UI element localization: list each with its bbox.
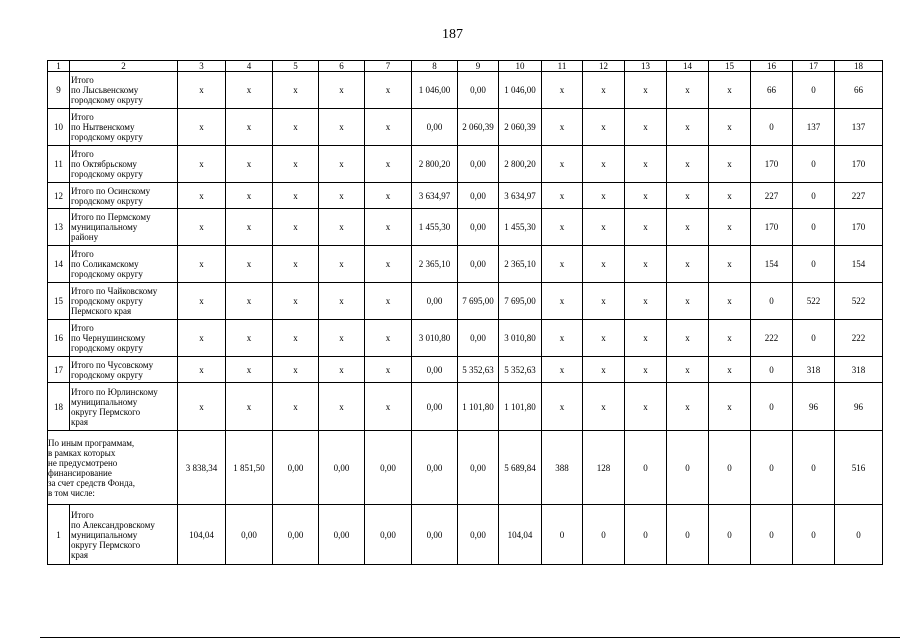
data-cell: x [273,109,319,146]
data-cell: x [365,283,412,320]
data-cell: x [542,183,583,209]
header-cell: 18 [835,61,883,72]
data-cell: 0 [793,72,835,109]
header-cell: 14 [667,61,709,72]
data-cell: x [709,320,751,357]
data-table [47,60,883,565]
row-number: 16 [48,320,70,357]
data-cell: 2 800,20 [499,146,542,183]
data-cell: x [365,383,412,431]
data-cell: x [178,320,226,357]
data-cell: 0,00 [458,72,499,109]
data-cell: 516 [835,431,883,505]
table-body [48,61,883,565]
data-cell: x [226,357,273,383]
data-cell: 2 060,39 [499,109,542,146]
data-cell: 0 [835,505,883,565]
data-cell: 1 046,00 [499,72,542,109]
data-cell: 318 [835,357,883,383]
data-cell: x [178,383,226,431]
data-cell: 0 [542,505,583,565]
data-cell: 96 [835,383,883,431]
table-row [48,505,883,565]
data-cell: 0 [793,246,835,283]
data-cell: 5 352,63 [458,357,499,383]
data-cell: x [709,357,751,383]
data-cell: 0 [793,320,835,357]
data-cell: 0 [751,383,793,431]
data-cell: x [625,320,667,357]
data-cell: 137 [793,109,835,146]
data-cell: 0,00 [273,431,319,505]
data-cell: 3 010,80 [412,320,458,357]
table-row [48,383,883,431]
data-cell: 0,00 [365,505,412,565]
data-cell: x [583,209,625,246]
data-cell: 104,04 [178,505,226,565]
table-row [48,183,883,209]
data-cell: 2 060,39 [458,109,499,146]
data-cell: x [365,209,412,246]
table-row [48,283,883,320]
data-cell: 227 [751,183,793,209]
data-cell: x [709,246,751,283]
data-cell: 170 [835,209,883,246]
data-cell: x [709,209,751,246]
data-cell: x [319,183,365,209]
data-cell: x [709,283,751,320]
data-cell: x [273,146,319,183]
row-number: 10 [48,109,70,146]
row-name: Итого по Юрлинскому муниципальному округу Пермского края [70,383,178,431]
data-cell: x [365,72,412,109]
data-cell: 0,00 [365,431,412,505]
data-cell: 3 010,80 [499,320,542,357]
header-cell: 9 [458,61,499,72]
data-cell: 3 634,97 [499,183,542,209]
header-cell: 17 [793,61,835,72]
data-cell: x [625,72,667,109]
data-cell: 66 [751,72,793,109]
data-cell: 0 [793,183,835,209]
data-cell: x [319,109,365,146]
data-cell: 0 [667,505,709,565]
data-cell: 1 046,00 [412,72,458,109]
data-cell: 318 [793,357,835,383]
header-cell: 2 [70,61,178,72]
table-row [48,357,883,383]
data-cell: 5 352,63 [499,357,542,383]
data-cell: x [226,383,273,431]
data-cell: x [178,246,226,283]
data-cell: 3 634,97 [412,183,458,209]
data-cell: x [178,72,226,109]
data-cell: 522 [835,283,883,320]
row-name: Итого по Чайковскому городскому округу Пермского края [70,283,178,320]
data-cell: x [583,109,625,146]
data-cell: x [667,383,709,431]
data-cell: x [365,183,412,209]
data-cell: 0,00 [458,431,499,505]
data-cell: x [319,383,365,431]
data-cell: 222 [835,320,883,357]
page-bottom-rule [40,637,900,638]
data-cell: x [583,283,625,320]
data-cell: 0 [751,109,793,146]
data-cell: x [625,246,667,283]
data-cell: 0 [667,431,709,505]
data-cell: 0,00 [226,505,273,565]
row-name: Итого по Александровскому муниципальному округу Пермского края [70,505,178,565]
table-row [48,109,883,146]
data-cell: 0,00 [412,357,458,383]
data-cell: 0 [751,431,793,505]
section-row [48,431,883,505]
table-row [48,246,883,283]
data-cell: x [667,183,709,209]
data-cell: x [667,320,709,357]
data-cell: 0,00 [458,320,499,357]
data-cell: 128 [583,431,625,505]
row-number: 9 [48,72,70,109]
data-cell: x [226,109,273,146]
data-cell: 0,00 [319,431,365,505]
data-cell: x [583,183,625,209]
data-cell: 96 [793,383,835,431]
data-cell: 2 800,20 [412,146,458,183]
row-name: Итого по Лысьвенскому городскому округу [70,72,178,109]
data-cell: 0,00 [412,109,458,146]
data-cell: 388 [542,431,583,505]
data-cell: 104,04 [499,505,542,565]
data-cell: x [273,209,319,246]
header-cell: 15 [709,61,751,72]
data-cell: 0 [709,431,751,505]
header-cell: 7 [365,61,412,72]
data-cell: x [273,383,319,431]
data-cell: 137 [835,109,883,146]
header-cell: 6 [319,61,365,72]
data-cell: x [273,72,319,109]
header-cell: 10 [499,61,542,72]
data-cell: x [542,109,583,146]
data-cell: x [365,146,412,183]
data-cell: 2 365,10 [499,246,542,283]
data-cell: 7 695,00 [499,283,542,320]
data-cell: x [709,383,751,431]
header-cell: 13 [625,61,667,72]
data-cell: 0 [793,505,835,565]
data-cell: x [365,109,412,146]
data-cell: 1 455,30 [412,209,458,246]
table-row [48,320,883,357]
data-cell: x [542,383,583,431]
header-cell: 16 [751,61,793,72]
data-cell: x [319,72,365,109]
data-cell: 3 838,34 [178,431,226,505]
data-cell: 0 [583,505,625,565]
row-name: Итого по Нытвенскому городскому округу [70,109,178,146]
section-name: По иным программам, в рамках которых не предусмотрено финансирование за счет средств Фонда, в том числе: [48,431,178,505]
header-cell: 3 [178,61,226,72]
data-cell: 0 [709,505,751,565]
data-cell: 0 [793,146,835,183]
data-cell: x [583,72,625,109]
data-cell: 1 101,80 [499,383,542,431]
row-number: 11 [48,146,70,183]
data-cell: 0,00 [458,209,499,246]
data-cell: x [226,209,273,246]
data-cell: x [583,383,625,431]
data-cell: x [178,183,226,209]
data-cell: 0 [751,283,793,320]
data-cell: x [583,146,625,183]
data-cell: 2 365,10 [412,246,458,283]
data-cell: x [542,246,583,283]
data-cell: 0 [751,505,793,565]
data-cell: 0,00 [412,283,458,320]
data-cell: x [625,146,667,183]
row-number: 13 [48,209,70,246]
data-cell: x [625,109,667,146]
data-cell: 522 [793,283,835,320]
header-cell: 11 [542,61,583,72]
data-cell: x [319,283,365,320]
data-cell: 170 [751,146,793,183]
header-cell: 12 [583,61,625,72]
data-cell: 0,00 [412,383,458,431]
data-cell: x [709,146,751,183]
row-number: 15 [48,283,70,320]
header-cell: 4 [226,61,273,72]
data-cell: x [709,72,751,109]
data-cell: 7 695,00 [458,283,499,320]
row-number: 14 [48,246,70,283]
table-row [48,72,883,109]
table-row [48,146,883,183]
data-cell: x [542,209,583,246]
data-cell: x [625,283,667,320]
data-cell: 1 101,80 [458,383,499,431]
data-cell: x [667,146,709,183]
data-cell: x [709,183,751,209]
data-cell: 0,00 [412,505,458,565]
data-cell: 0,00 [458,146,499,183]
data-cell: 170 [835,146,883,183]
data-cell: 227 [835,183,883,209]
data-cell: x [542,283,583,320]
data-cell: x [319,146,365,183]
data-cell: x [226,283,273,320]
row-number: 17 [48,357,70,383]
data-cell: x [542,146,583,183]
header-row [48,61,883,72]
data-cell: x [178,109,226,146]
data-cell: x [178,209,226,246]
data-cell: 0 [625,431,667,505]
data-cell: x [319,357,365,383]
row-number: 1 [48,505,70,565]
data-cell: 0 [751,357,793,383]
page-number: 187 [442,27,463,42]
data-cell: x [542,320,583,357]
data-cell: x [273,283,319,320]
data-cell: x [273,320,319,357]
data-cell: x [178,357,226,383]
data-cell: x [625,383,667,431]
data-cell: 5 689,84 [499,431,542,505]
data-cell: x [709,109,751,146]
data-cell: 1 851,50 [226,431,273,505]
data-cell: 66 [835,72,883,109]
data-cell: x [625,209,667,246]
data-cell: x [667,283,709,320]
row-name: Итого по Соликамскому городскому округу [70,246,178,283]
data-cell: x [365,320,412,357]
data-cell: 0,00 [458,183,499,209]
data-cell: x [319,209,365,246]
data-cell: 0,00 [458,246,499,283]
data-cell: 170 [751,209,793,246]
data-cell: x [625,183,667,209]
data-cell: x [226,72,273,109]
data-cell: 0 [625,505,667,565]
data-cell: x [226,246,273,283]
data-cell: x [667,109,709,146]
row-number: 12 [48,183,70,209]
data-cell: 0,00 [319,505,365,565]
data-cell: 222 [751,320,793,357]
data-cell: x [583,246,625,283]
data-cell: 0 [793,431,835,505]
data-cell: x [667,209,709,246]
data-cell: x [319,320,365,357]
row-name: Итого по Октябрьскому городскому округу [70,146,178,183]
table-row [48,209,883,246]
data-cell: x [625,357,667,383]
data-cell: x [583,357,625,383]
data-cell: 0,00 [458,505,499,565]
row-number: 18 [48,383,70,431]
data-cell: x [273,357,319,383]
data-cell: x [273,246,319,283]
row-name: Итого по Осинскому городскому округу [70,183,178,209]
header-cell: 1 [48,61,70,72]
data-cell: 0 [793,209,835,246]
data-cell: x [226,320,273,357]
row-name: Итого по Чернушинскому городскому округу [70,320,178,357]
data-cell: 0,00 [412,431,458,505]
data-cell: 0,00 [273,505,319,565]
data-cell: x [667,72,709,109]
data-cell: 154 [751,246,793,283]
data-cell: x [178,146,226,183]
data-cell: x [365,246,412,283]
data-cell: x [667,246,709,283]
data-cell: x [583,320,625,357]
data-cell: x [273,183,319,209]
header-cell: 5 [273,61,319,72]
row-name: Итого по Чусовскому городскому округу [70,357,178,383]
data-cell: x [365,357,412,383]
data-cell: 154 [835,246,883,283]
data-cell: x [226,146,273,183]
data-cell: x [226,183,273,209]
data-cell: x [542,72,583,109]
data-cell: x [178,283,226,320]
data-cell: x [319,246,365,283]
data-cell: 1 455,30 [499,209,542,246]
data-cell: x [542,357,583,383]
header-cell: 8 [412,61,458,72]
row-name: Итого по Пермскому муниципальному району [70,209,178,246]
data-cell: x [667,357,709,383]
